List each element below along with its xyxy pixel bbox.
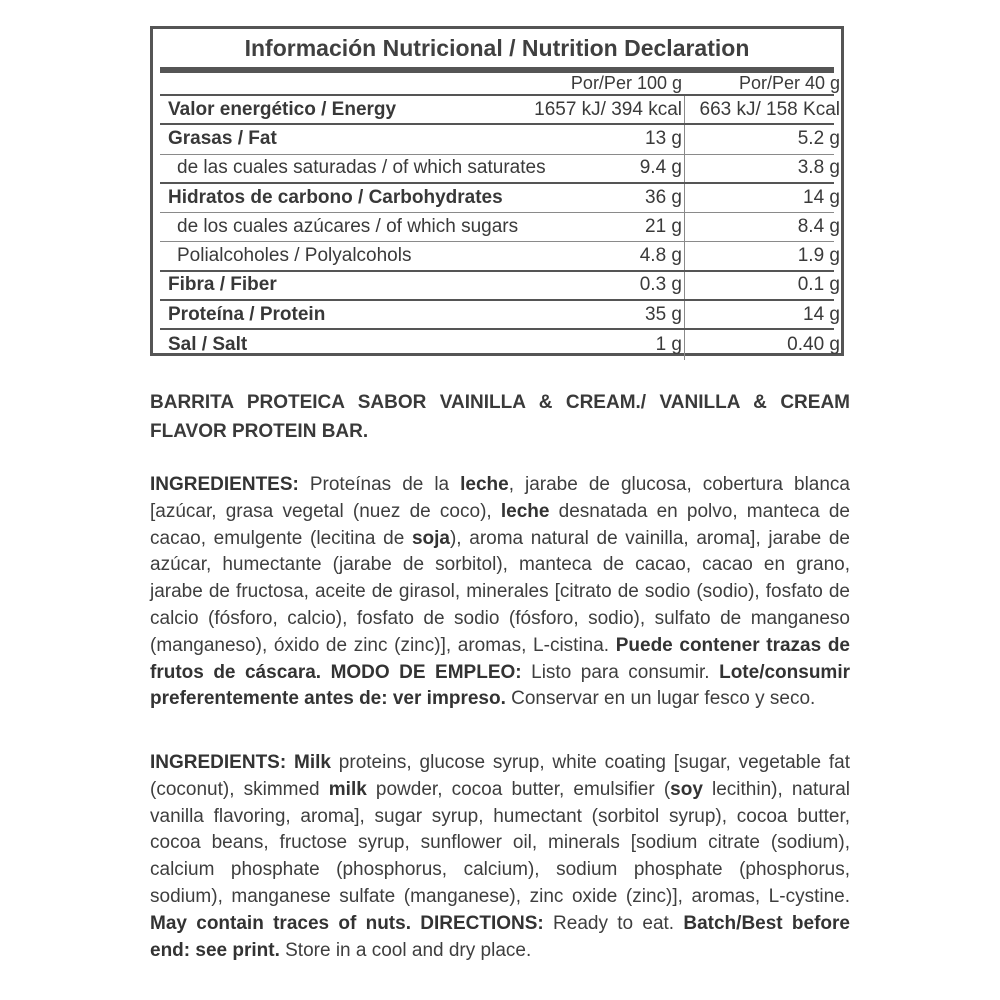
ingredients-english bbox=[150, 750, 850, 964]
nutrition-table bbox=[150, 26, 844, 356]
value-per-100g: 21 g bbox=[645, 216, 682, 238]
ingredients-text: lecithin), natural vanilla flavoring, aroma], sugar syrup, humectant (sorbitol syrup), cocoa butter, cocoa beans, fructose syrup, sunflower oil, minerals [sodium citrate (sodium), calcium phosphate (phosphorus, calcium), sodium phosphate (phosphorus, sodium), manganese sulfate (manganese), zinc oxide (zinc)], aromas, L-cystine. bbox=[150, 778, 850, 907]
value-per-40g: 663 kJ/ 158 Kcal bbox=[684, 96, 840, 123]
table-row-fiber bbox=[160, 272, 840, 301]
value-per-40g: 3.8 g bbox=[684, 155, 840, 182]
ingredients-text: ), aroma natural de vainilla, aroma], jarabe de azúcar, humectante (jarabe de sorbitol), manteca de cacao, cacao en grano, jarabe de fructosa, aceite de girasol, minerales [citrato de sodio (sodio), fosfato de calcio (fósforo, calcio), fosfato de sodio (fósforo, sodio), sulfato de manganeso (manganeso), óxido de zinc (zinc)], aromas, L-cistina. bbox=[150, 527, 850, 656]
ingredients-text: Proteínas de la bbox=[298, 474, 461, 495]
table-header-row bbox=[160, 73, 840, 96]
row-label: de los cuales azúcares / of which sugars bbox=[177, 216, 519, 238]
storage-text: Store in a cool and dry place. bbox=[279, 939, 532, 961]
ingredients-heading: INGREDIENTS: Milk bbox=[150, 752, 331, 773]
value-per-40g: 0.40 g bbox=[684, 330, 840, 359]
allergen-text: leche bbox=[460, 474, 509, 495]
row-label: Polialcoholes / Polyalcohols bbox=[177, 245, 412, 267]
row-label: Sal / Salt bbox=[168, 334, 248, 356]
allergen-warning: May contain traces of nuts. DIRECTIONS: bbox=[150, 912, 544, 934]
allergen-text: milk bbox=[328, 778, 367, 800]
row-label: Fibra / Fiber bbox=[168, 274, 277, 296]
value-per-100g: 9.4 g bbox=[639, 157, 682, 179]
table-row-fat bbox=[160, 125, 840, 154]
table-row-carbohydrates bbox=[160, 184, 840, 213]
value-per-40g: 14 g bbox=[684, 301, 840, 328]
directions-text: Ready to eat. bbox=[543, 912, 684, 934]
nutrition-table-title: Información Nutricional / Nutrition Declaration bbox=[160, 29, 834, 73]
table-row-sugars bbox=[160, 213, 840, 242]
value-per-40g: 5.2 g bbox=[684, 125, 840, 153]
table-row-polyalcohols bbox=[160, 242, 840, 271]
value-per-100g: 0.3 g bbox=[639, 274, 682, 296]
value-per-40g: 8.4 g bbox=[684, 213, 840, 241]
allergen-warning: Puede contener trazas de frutos de cáscara. MODO DE EMPLEO: bbox=[150, 634, 850, 683]
batch-info: Batch/Best before end: see print. bbox=[150, 912, 850, 961]
table-row-energy bbox=[160, 96, 840, 125]
allergen-text: leche bbox=[500, 500, 550, 522]
product-name: BARRITA PROTEICA SABOR VAINILLA & CREAM./ VANILLA & CREAM FLAVOR PROTEIN BAR. bbox=[150, 392, 850, 442]
value-per-100g: 35 g bbox=[645, 303, 682, 325]
column-header-per-100g: Por/Per 100 g bbox=[570, 73, 682, 93]
row-label: Hidratos de carbono / Carbohydrates bbox=[168, 187, 503, 209]
ingredients-text: desnatada en polvo, manteca de cacao, emulgente (lecitina de bbox=[150, 500, 850, 549]
ingredients-text: powder, cocoa butter, emulsifier ( bbox=[366, 778, 671, 800]
row-label: Proteína / Protein bbox=[168, 303, 326, 325]
directions-text: Listo para consumir. bbox=[521, 661, 720, 683]
value-per-100g: 36 g bbox=[645, 187, 682, 209]
value-per-100g: 4.8 g bbox=[639, 245, 682, 267]
row-label: Valor energético / Energy bbox=[168, 98, 397, 120]
column-header-per-40g: Por/Per 40 g bbox=[738, 73, 840, 93]
ingredients-heading: INGREDIENTES: bbox=[150, 474, 299, 495]
value-per-40g: 0.1 g bbox=[684, 272, 840, 299]
allergen-text: soja bbox=[411, 527, 450, 549]
value-per-40g: 14 g bbox=[684, 184, 840, 212]
table-row-protein bbox=[160, 301, 840, 330]
row-label: de las cuales saturadas / of which saturates bbox=[177, 157, 546, 179]
value-per-40g: 1.9 g bbox=[684, 242, 840, 269]
table-row-salt bbox=[160, 330, 840, 359]
ingredients-text: proteins, glucose syrup, white coating [sugar, vegetable fat (coconut), skimmed bbox=[150, 752, 850, 800]
table-row-saturates bbox=[160, 155, 840, 184]
value-per-100g: 1657 kJ/ 394 kcal bbox=[534, 98, 682, 120]
row-label: Grasas / Fat bbox=[168, 128, 277, 150]
batch-info: Lote/consumir preferentemente antes de: ver impreso. bbox=[150, 661, 850, 710]
value-per-100g: 13 g bbox=[645, 128, 682, 150]
storage-text: Conservar en un lugar fesco y seco. bbox=[505, 688, 816, 710]
allergen-text: soy bbox=[670, 778, 703, 800]
ingredients-text: , jarabe de glucosa, cobertura blanca [azúcar, grasa vegetal (nuez de coco), bbox=[150, 474, 850, 522]
value-per-100g: 1 g bbox=[655, 334, 682, 356]
ingredients-spanish bbox=[150, 472, 850, 713]
